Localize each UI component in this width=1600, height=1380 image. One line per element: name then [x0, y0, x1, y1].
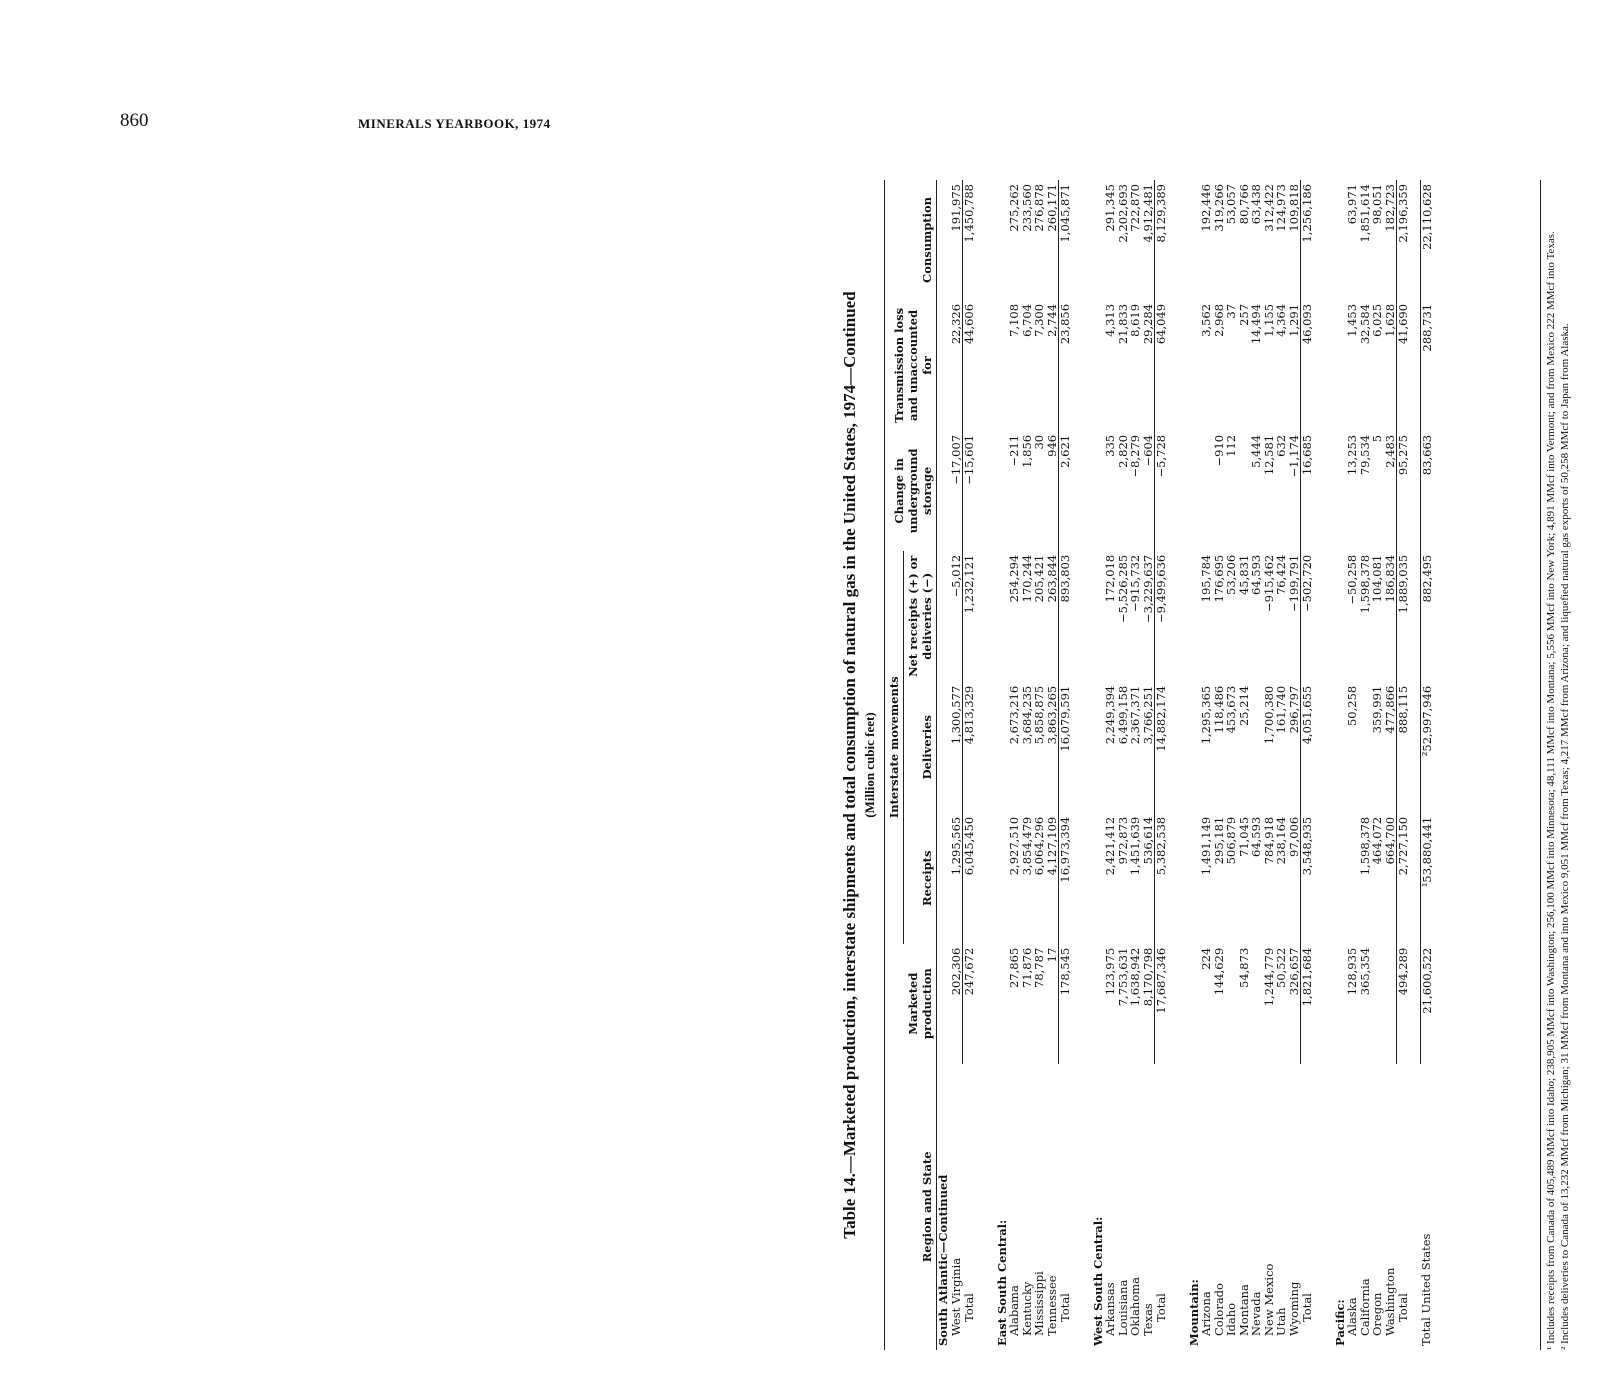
- table-subtitle: (Million cubic feet): [862, 712, 877, 818]
- table-row: [1046, 180, 1059, 1350]
- cell: 1,244,779: [1261, 947, 1276, 1007]
- cell: 1,291: [1286, 303, 1301, 337]
- cell: 22,326: [948, 303, 963, 345]
- cell: 335: [1103, 434, 1117, 457]
- table-row: [1129, 180, 1142, 1350]
- row-label: Pacific:: [1332, 1299, 1347, 1346]
- cell: 1,256,186: [1301, 180, 1314, 300]
- cell: 1,491,149: [1199, 816, 1213, 876]
- region-heading-row: [1092, 180, 1105, 1350]
- cell: 178,545: [1059, 944, 1072, 1064]
- row-label: Alaska: [1345, 1297, 1359, 1336]
- cell: 22,110,628: [1420, 180, 1433, 300]
- cell: 722,870: [1128, 184, 1142, 232]
- cell: 5,858,875: [1032, 685, 1046, 745]
- cell: 1,598,378: [1357, 554, 1372, 614]
- total-row: [963, 180, 976, 1350]
- cell: 506,879: [1224, 816, 1238, 865]
- spacer-row: [1314, 180, 1324, 1350]
- row-label: West Virginia: [948, 1257, 963, 1336]
- footnotes: [1540, 180, 1572, 1350]
- cell: 76,424: [1274, 554, 1288, 596]
- row-label: Mississippi: [1032, 1271, 1046, 1336]
- cell: 63,971: [1345, 184, 1359, 225]
- cell: 1,450,788: [963, 180, 976, 300]
- cell: 1,453: [1345, 303, 1359, 337]
- row-label: East South Central:: [994, 1219, 1009, 1346]
- cell: 536,614: [1140, 816, 1155, 865]
- cell: 205,421: [1032, 554, 1046, 603]
- table-row: [1142, 180, 1155, 1350]
- cell: 46,093: [1301, 300, 1314, 431]
- cell: 16,079,591: [1059, 682, 1072, 813]
- cell: −604: [1140, 434, 1155, 467]
- cell: −5,728: [1155, 431, 1168, 551]
- row-label: Washington: [1382, 1267, 1397, 1336]
- cell: 50,522: [1274, 947, 1288, 988]
- col-storage: Change in underground storage: [885, 431, 937, 551]
- row-label: Mountain:: [1186, 1279, 1201, 1346]
- row-label: Montana: [1236, 1284, 1251, 1336]
- cell: 32,584: [1357, 303, 1372, 345]
- spacer-row: [1410, 180, 1421, 1350]
- cell: 257: [1236, 303, 1251, 326]
- table-row: [1213, 180, 1226, 1350]
- row-label: Oklahoma: [1128, 1276, 1142, 1336]
- cell: 1,232,121: [963, 551, 976, 682]
- data-table: [884, 180, 1433, 1350]
- row-label: Total: [1057, 1293, 1072, 1322]
- footnote-1: ¹ Includes receipts from Canada of 405,489 MMcf into Idaho; 238,905 MMcf into Washington; 256,100 MMcf into Minnesota; 48,111 MMcf into Montana; 5,556 MMcf into New York; 4,891 MMcf into Vermont; and from Mexico 222 MMcf into Texas.: [1545, 231, 1557, 1350]
- cell: 359,991: [1370, 685, 1384, 734]
- cell: 2,820: [1115, 434, 1130, 468]
- cell: 1,045,871: [1059, 180, 1072, 300]
- cell: −502,720: [1301, 551, 1314, 682]
- cell: ¹53,880,441: [1420, 813, 1433, 944]
- cell: 1,300,577: [948, 685, 963, 745]
- cell: 1,295,565: [948, 816, 963, 876]
- cell: 45,831: [1236, 554, 1251, 596]
- cell: 233,560: [1019, 184, 1034, 232]
- cell: 2,367,371: [1128, 685, 1142, 745]
- table-row: [1238, 180, 1251, 1350]
- cell: −211: [1007, 434, 1021, 467]
- cell: 1,295,365: [1199, 685, 1213, 745]
- cell: 6,025: [1370, 303, 1384, 337]
- cell: −15,601: [963, 431, 976, 551]
- cell: 5: [1370, 434, 1384, 443]
- col-receipts: Receipts: [904, 813, 937, 944]
- row-label: California: [1357, 1278, 1372, 1336]
- table-row: [1384, 180, 1397, 1350]
- cell: 1,628: [1382, 303, 1397, 337]
- rotated-table-frame: [840, 180, 1600, 1350]
- cell: 29,284: [1140, 303, 1155, 345]
- cell: 41,690: [1397, 300, 1410, 431]
- row-label: Total United States: [1419, 1233, 1434, 1346]
- spacer-row: [1082, 180, 1092, 1350]
- cell: 664,700: [1382, 816, 1397, 865]
- cell: 37: [1224, 303, 1238, 319]
- col-consumption: Consumption: [885, 180, 937, 300]
- cell: 326,657: [1286, 947, 1301, 996]
- cell: 296,797: [1286, 685, 1301, 734]
- cell: −910: [1211, 434, 1226, 467]
- row-label: Colorado: [1211, 1283, 1226, 1336]
- cell: 946: [1044, 434, 1059, 457]
- row-label: Total: [961, 1293, 976, 1322]
- region-heading-row: [996, 180, 1009, 1350]
- cell: 477,866: [1382, 685, 1397, 734]
- cell: [1250, 944, 1263, 1064]
- table-row: [1117, 180, 1130, 1350]
- cell: 2,202,693: [1115, 184, 1130, 243]
- running-title: MINERALS YEARBOOK, 1974: [358, 116, 551, 131]
- row-label: Tennessee: [1044, 1275, 1059, 1336]
- cell: 14,494: [1249, 303, 1263, 345]
- cell: 3,766,251: [1140, 685, 1155, 745]
- table-title: Table 14.—Marketed production, interstate shipments and total consumption of natural gas in the United States, 1974—Continued: [840, 291, 859, 1239]
- cell: 6,045,450: [963, 813, 976, 944]
- row-label: New Mexico: [1261, 1263, 1276, 1336]
- cell: 128,935: [1345, 947, 1359, 996]
- cell: −3,229,637: [1140, 554, 1155, 623]
- col-net: Net receipts (+) or deliveries (−): [904, 551, 937, 682]
- cell: [1384, 944, 1397, 1064]
- total-row: [1420, 180, 1433, 1350]
- cell: 1,889,035: [1397, 551, 1410, 682]
- cell: 288,731: [1420, 300, 1433, 431]
- cell: 1,700,380: [1261, 685, 1276, 745]
- cell: 1,851,614: [1357, 184, 1372, 243]
- cell: 27,865: [1007, 947, 1021, 988]
- cell: 453,673: [1224, 685, 1238, 734]
- row-label: Wyoming: [1286, 1281, 1301, 1336]
- spacer-row: [1178, 180, 1188, 1350]
- cell: 202,306: [948, 947, 963, 996]
- cell: 124,973: [1274, 184, 1288, 232]
- col-production: Marketed production: [885, 944, 937, 1064]
- cell: 260,171: [1044, 184, 1059, 232]
- cell: 12,581: [1261, 434, 1276, 476]
- cell: 8,619: [1128, 303, 1142, 337]
- cell: 6,064,296: [1032, 816, 1046, 876]
- cell: 7,300: [1032, 303, 1046, 337]
- col-deliveries: Deliveries: [904, 682, 937, 813]
- table-row: [1359, 180, 1372, 1350]
- spacer-row: [1168, 180, 1178, 1350]
- cell: 2,727,150: [1397, 813, 1410, 944]
- row-label: Utah: [1274, 1307, 1288, 1336]
- cell: −915,732: [1128, 554, 1142, 612]
- cell: 882,495: [1420, 551, 1433, 682]
- cell: 3,854,479: [1019, 816, 1034, 876]
- cell: 95,275: [1397, 431, 1410, 551]
- cell: 263,844: [1044, 554, 1059, 603]
- cell: [1200, 431, 1213, 551]
- cell: 30: [1032, 434, 1046, 450]
- cell: 21,833: [1115, 303, 1130, 345]
- footnote-2: ² Includes deliveries to Canada of 13,232 MMcf from Michigan; 31 MMcf from Montana and into Mexico 9,051 MMcf from Texas; 4,217 MMcf from Arizona; and liquefied natural gas exports of 50,258 MMcf to Japan from Alaska.: [1559, 323, 1571, 1350]
- cell: 71,876: [1019, 947, 1034, 988]
- table-row: [1021, 180, 1034, 1350]
- col-region: Region and State: [885, 1064, 937, 1350]
- cell: 3,548,935: [1301, 813, 1314, 944]
- cell: 4,127,109: [1044, 816, 1059, 876]
- cell: 2,927,510: [1007, 816, 1021, 876]
- cell: 14,882,174: [1155, 682, 1168, 813]
- table-row: [1104, 180, 1117, 1350]
- row-label: Total: [1299, 1293, 1314, 1322]
- region-heading-row: [1334, 180, 1347, 1350]
- cell: 4,912,481: [1140, 184, 1155, 243]
- cell: 17,687,346: [1155, 944, 1168, 1064]
- cell: 16,973,394: [1059, 813, 1072, 944]
- cell: 784,918: [1261, 816, 1276, 865]
- row-label: Arkansas: [1103, 1282, 1117, 1336]
- cell: 1,821,684: [1301, 944, 1314, 1064]
- cell: 254,294: [1007, 554, 1021, 603]
- table-row: [1346, 180, 1359, 1350]
- cell: 1,856: [1019, 434, 1034, 468]
- cell: 98,051: [1370, 184, 1384, 225]
- cell: −5,012: [948, 554, 963, 598]
- cell: 5,444: [1249, 434, 1263, 468]
- cell: 54,873: [1236, 947, 1251, 988]
- cell: 144,629: [1211, 947, 1226, 996]
- row-label: Texas: [1140, 1303, 1155, 1336]
- region-heading-row: [1188, 180, 1201, 1350]
- col-loss: Transmission loss and unaccounted for: [885, 300, 937, 431]
- total-row: [1301, 180, 1314, 1350]
- cell: −915,462: [1261, 554, 1276, 612]
- col-group-interstate: Interstate movements: [885, 551, 904, 944]
- cell: 79,534: [1357, 434, 1372, 476]
- cell: 170,244: [1019, 554, 1034, 603]
- table-row: [1288, 180, 1301, 1350]
- cell: 104,081: [1370, 554, 1384, 603]
- cell: 8,129,389: [1155, 180, 1168, 300]
- cell: −1,174: [1286, 434, 1301, 478]
- cell: 1,451,639: [1128, 816, 1142, 876]
- cell: [1250, 682, 1263, 813]
- table-row: [1008, 180, 1021, 1350]
- cell: 16,685: [1301, 431, 1314, 551]
- cell: 972,873: [1115, 816, 1130, 865]
- cell: 893,803: [1059, 551, 1072, 682]
- cell: 78,787: [1032, 947, 1046, 988]
- cell: 3,863,265: [1044, 685, 1059, 745]
- cell: 44,606: [963, 300, 976, 431]
- cell: 83,663: [1420, 431, 1433, 551]
- cell: 365,354: [1357, 947, 1372, 996]
- table-row: [1250, 180, 1263, 1350]
- cell: 2,249,394: [1103, 685, 1117, 745]
- cell: 192,446: [1199, 184, 1213, 232]
- cell: 53,057: [1224, 184, 1238, 225]
- cell: 8,170,798: [1140, 947, 1155, 1007]
- cell: ²52,997,946: [1420, 682, 1433, 813]
- region-heading-row: [937, 180, 950, 1350]
- row-label: Total: [1395, 1293, 1410, 1322]
- cell: 123,975: [1103, 947, 1117, 996]
- cell: 4,051,655: [1301, 682, 1314, 813]
- cell: 195,784: [1199, 554, 1213, 603]
- cell: 238,164: [1274, 816, 1288, 865]
- row-label: Nevada: [1249, 1291, 1263, 1336]
- cell: 63,438: [1249, 184, 1263, 225]
- table-row: [1033, 180, 1046, 1350]
- table-body: [937, 180, 1434, 1350]
- cell: 1,638,942: [1128, 947, 1142, 1007]
- cell: 464,072: [1370, 816, 1384, 865]
- cell: 291,345: [1103, 184, 1117, 232]
- cell: 80,766: [1236, 184, 1251, 225]
- cell: 172,018: [1103, 554, 1117, 603]
- table-row: [1225, 180, 1238, 1350]
- table-row: [1263, 180, 1276, 1350]
- cell: 5,382,538: [1155, 813, 1168, 944]
- cell: 112: [1224, 434, 1238, 457]
- cell: 21,600,522: [1420, 944, 1433, 1064]
- row-label: Kentucky: [1019, 1281, 1034, 1336]
- cell: 4,364: [1274, 303, 1288, 337]
- cell: 6,704: [1019, 303, 1034, 337]
- cell: 97,006: [1286, 816, 1301, 857]
- cell: 182,723: [1382, 184, 1397, 232]
- cell: 6,499,158: [1115, 685, 1130, 745]
- cell: 312,422: [1261, 184, 1276, 232]
- total-row: [1397, 180, 1410, 1350]
- row-label: West South Central:: [1090, 1216, 1105, 1346]
- cell: 17: [1044, 947, 1059, 963]
- cell: −17,007: [948, 434, 963, 485]
- spacer-row: [1072, 180, 1082, 1350]
- cell: 2,483: [1382, 434, 1397, 468]
- cell: 186,834: [1382, 554, 1397, 603]
- total-row: [1059, 180, 1072, 1350]
- cell: 319,266: [1211, 184, 1226, 232]
- table-row: [1200, 180, 1213, 1350]
- cell: [1346, 813, 1359, 944]
- cell: 7,753,631: [1115, 947, 1130, 1007]
- row-label: Oregon: [1370, 1292, 1384, 1336]
- cell: −9,499,636: [1155, 551, 1168, 682]
- cell: 494,289: [1397, 944, 1410, 1064]
- cell: 109,818: [1286, 184, 1301, 232]
- row-label: Total: [1153, 1293, 1168, 1322]
- cell: 247,672: [963, 944, 976, 1064]
- cell: [1225, 944, 1238, 1064]
- cell: −50,258: [1345, 554, 1359, 605]
- cell: 64,593: [1249, 816, 1263, 857]
- table-row: [950, 180, 963, 1350]
- row-label: South Atlantic—Continued: [936, 1174, 950, 1346]
- table-row: [1371, 180, 1384, 1350]
- cell: −8,279: [1128, 434, 1142, 478]
- cell: 2,744: [1044, 303, 1059, 337]
- spacer-row: [976, 180, 986, 1350]
- cell: 4,813,329: [963, 682, 976, 813]
- cell: 23,856: [1059, 300, 1072, 431]
- table-row: [1275, 180, 1288, 1350]
- cell: −5,526,285: [1115, 554, 1130, 623]
- row-label: Idaho: [1224, 1302, 1238, 1336]
- cell: 2,421,412: [1103, 816, 1117, 876]
- cell: −199,791: [1286, 554, 1301, 612]
- cell: 2,196,359: [1397, 180, 1410, 300]
- row-label: Arizona: [1199, 1291, 1213, 1336]
- cell: 888,115: [1397, 682, 1410, 813]
- row-label: Louisiana: [1115, 1279, 1130, 1336]
- cell: 64,049: [1155, 300, 1168, 431]
- empty-cells: [937, 180, 950, 1064]
- cell: 295,181: [1211, 816, 1226, 865]
- cell: 25,214: [1236, 685, 1251, 727]
- cell: 1,155: [1261, 303, 1276, 337]
- row-label: Alabama: [1007, 1285, 1021, 1336]
- cell: 176,695: [1211, 554, 1226, 603]
- cell: 118,486: [1211, 685, 1226, 734]
- page-number: 860: [120, 110, 149, 131]
- cell: 2,968: [1211, 303, 1226, 337]
- cell: 71,045: [1236, 816, 1251, 857]
- cell: 3,684,235: [1019, 685, 1034, 745]
- cell: 7,108: [1007, 303, 1021, 337]
- cell: 50,258: [1345, 685, 1359, 727]
- cell: 275,262: [1007, 184, 1021, 232]
- cell: 2,673,216: [1007, 685, 1021, 745]
- cell: 13,253: [1345, 434, 1359, 476]
- cell: 191,975: [948, 184, 963, 232]
- spacer-row: [986, 180, 996, 1350]
- cell: 3,562: [1199, 303, 1213, 337]
- cell: 53,206: [1224, 554, 1238, 596]
- cell: 4,313: [1103, 303, 1117, 337]
- cell: [1371, 944, 1384, 1064]
- cell: 1,598,378: [1357, 816, 1372, 876]
- spacer-row: [1324, 180, 1334, 1350]
- cell: 224: [1199, 947, 1213, 970]
- cell: 632: [1274, 434, 1288, 457]
- cell: 276,878: [1032, 184, 1046, 232]
- cell: 161,740: [1274, 685, 1288, 734]
- cell: 64,593: [1249, 554, 1263, 596]
- cell: 2,621: [1059, 431, 1072, 551]
- total-row: [1155, 180, 1168, 1350]
